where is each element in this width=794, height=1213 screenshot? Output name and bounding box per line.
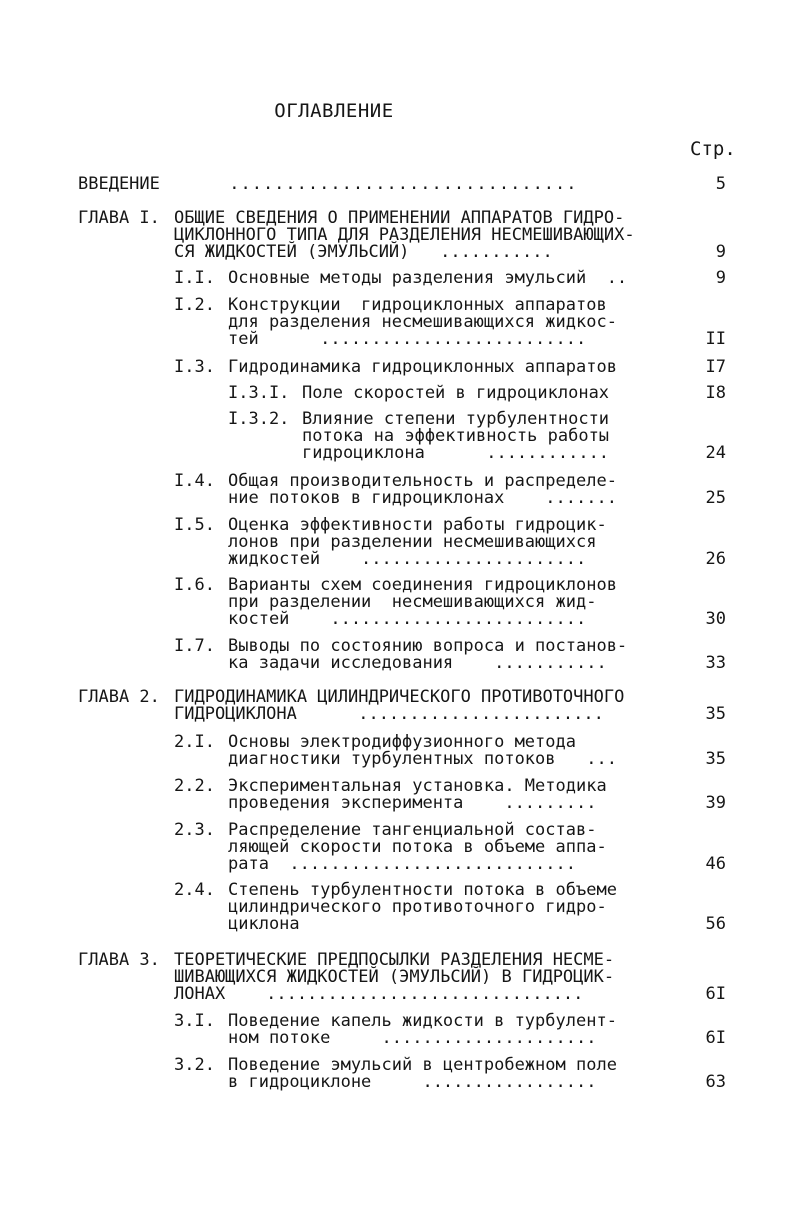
entry-line: ............................... (218, 174, 578, 194)
document-title: ОГЛАВЛЕНИЕ (274, 100, 394, 122)
entry-line: ние потоков в гидроциклонах ....... (228, 488, 617, 508)
entry-number: ВВЕДЕНИЕ (78, 174, 160, 194)
entry-number: 2.I. (174, 732, 215, 752)
entry-line: костей ......................... (228, 609, 587, 629)
entry-line: в гидроциклоне ................. (228, 1072, 597, 1092)
entry-text (174, 210, 635, 261)
entry-line: циклона (228, 914, 300, 934)
entry-number: 2.4. (174, 880, 215, 900)
entry-number: I.3. (174, 357, 215, 377)
entry-line: гидроциклона ............ (302, 443, 610, 463)
entry-page: 9 (715, 268, 726, 288)
entry-line: ка задачи исследования ........... (228, 653, 607, 673)
entry-line: СЯ ЖИДКОСТЕЙ (ЭМУЛЬСИЙ) ........... (174, 242, 553, 262)
entry-page: I7 (705, 357, 726, 377)
entry-line: Оценка эффективности работы гидроцик- (228, 515, 607, 535)
entry-line: Степень турбулентности потока в объеме (228, 880, 617, 900)
entry-text (218, 176, 578, 193)
entry-line: жидкостей ...................... (228, 549, 587, 569)
entry-text (228, 638, 627, 672)
entry-page: 24 (705, 443, 726, 463)
entry-line: ШИВАЮЩИХСЯ ЖИДКОСТЕЙ (ЭМУЛЬСИЙ) В ГИДРОЦИК- (174, 967, 615, 987)
entry-text (228, 734, 617, 768)
entry-line: Варианты схем соединения гидроциклонов (228, 575, 617, 595)
entry-line: цилиндрического противоточного гидро- (228, 897, 607, 917)
entry-number: ГЛАВА I. (78, 208, 160, 228)
entry-page: 9 (715, 242, 726, 262)
entry-page: 46 (705, 854, 726, 874)
entry-number: ГЛАВА 2. (78, 687, 160, 707)
entry-text (228, 778, 607, 812)
entry-page: I8 (705, 383, 726, 403)
entry-line: ОБЩИЕ СВЕДЕНИЯ О ПРИМЕНЕНИИ АППАРАТОВ ГИДРО- (174, 208, 625, 228)
entry-line: для разделения несмешивающихся жидкос- (228, 312, 617, 332)
entry-line: проведения эксперимента ......... (228, 793, 597, 813)
entry-line: рата ............................ (228, 854, 576, 874)
entry-line: Поведение капель жидкости в турбулент- (228, 1011, 617, 1031)
entry-page: 35 (705, 704, 726, 724)
entry-number: I.5. (174, 515, 215, 535)
entry-page: 30 (705, 609, 726, 629)
entry-line: ном потоке ..................... (228, 1028, 597, 1048)
entry-page: 35 (705, 749, 726, 769)
entry-page: 6I (705, 1028, 726, 1048)
entry-line: ГИДРОЦИКЛОНА ........................ (174, 704, 604, 724)
entry-page: 25 (705, 488, 726, 508)
entry-text (228, 882, 617, 933)
entry-text (228, 473, 617, 507)
entry-line: Поле скоростей в гидроциклонах (302, 383, 610, 403)
entry-text (174, 689, 624, 723)
entry-text (228, 577, 617, 628)
entry-line: ЛОНАХ ............................... (174, 984, 584, 1004)
entry-line: Поведение эмульсий в центробежном поле (228, 1055, 617, 1075)
entry-text (228, 359, 617, 376)
entry-line: ляющей скорости потока в объеме аппа- (228, 837, 607, 857)
entry-line: Основы электродиффузионного метода (228, 732, 576, 752)
entry-page: 33 (705, 653, 726, 673)
entry-line: Выводы по состоянию вопроса и постанов- (228, 636, 628, 656)
entry-text (228, 297, 617, 348)
entry-number: I.I. (174, 268, 215, 288)
entry-line: Экспериментальная установка. Методика (228, 776, 607, 796)
entry-text (228, 822, 607, 873)
entry-number: I.2. (174, 295, 215, 315)
entry-number: I.3.I. (228, 383, 290, 403)
entry-number: I.3.2. (228, 409, 290, 429)
entry-text (228, 1013, 617, 1047)
entry-line: ЦИКЛОННОГО ТИПА ДЛЯ РАЗДЕЛЕНИЯ НЕСМЕШИВАЮЩИХ- (174, 225, 635, 245)
entry-number: I.6. (174, 575, 215, 595)
entry-line: диагностики турбулентных потоков ... (228, 749, 617, 769)
entry-page: 63 (705, 1072, 726, 1092)
entry-line: Конструкции гидроциклонных аппаратов (228, 295, 607, 315)
entry-page: 5 (715, 174, 726, 194)
entry-number: ГЛАВА 3. (78, 950, 160, 970)
entry-number: 3.2. (174, 1055, 215, 1075)
entry-number: I.7. (174, 636, 215, 656)
entry-line: лонов при разделении несмешивающихся (228, 532, 597, 552)
entry-page: 26 (705, 549, 726, 569)
page-column-header: Стр. (690, 138, 736, 160)
entry-text (302, 385, 609, 402)
entry-number: 2.2. (174, 776, 215, 796)
entry-text (302, 411, 609, 462)
entry-line: потока на эффективность работы (302, 426, 610, 446)
entry-line: Влияние степени турбулентности (302, 409, 610, 429)
entry-number: 2.3. (174, 820, 215, 840)
entry-page: 6I (705, 984, 726, 1004)
entry-line: Общая производительность и распределе- (228, 471, 617, 491)
entry-line: Основные методы разделения эмульсий .. (228, 268, 628, 288)
entry-number: 3.I. (174, 1011, 215, 1031)
entry-page: 39 (705, 793, 726, 813)
entry-text (228, 1057, 617, 1091)
entry-line: ТЕОРЕТИЧЕСКИЕ ПРЕДПОСЫЛКИ РАЗДЕЛЕНИЯ НЕСМЕ- (174, 950, 615, 970)
entry-line: Гидродинамика гидроциклонных аппаратов (228, 357, 617, 377)
entry-page: 56 (705, 914, 726, 934)
entry-line: ГИДРОДИНАМИКА ЦИЛИНДРИЧЕСКОГО ПРОТИВОТОЧНОГО (174, 687, 625, 707)
entry-text (174, 952, 614, 1003)
entry-line: тей .......................... (228, 329, 587, 349)
entry-number: I.4. (174, 471, 215, 491)
entry-text (228, 517, 607, 568)
entry-text (228, 270, 627, 287)
entry-line: Распределение тангенциальной состав- (228, 820, 597, 840)
entry-line: при разделении несмешивающихся жид- (228, 592, 597, 612)
entry-page: II (705, 329, 726, 349)
